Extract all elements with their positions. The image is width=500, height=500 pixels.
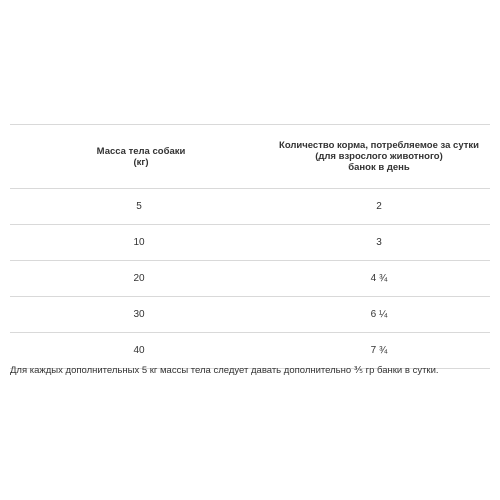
header-body-mass-line1: Масса тела собаки xyxy=(96,145,186,157)
header-food-amount-line3: банок в день xyxy=(348,162,410,173)
food-amount-cell: 4 ¾ xyxy=(370,272,388,284)
feeding-table xyxy=(10,124,490,369)
footnote-text: Для каждых дополнительных 5 кг массы тела следует давать дополнительно ⅗ гр банки в сутки. xyxy=(10,365,439,376)
table-row xyxy=(10,189,490,225)
table-header-row xyxy=(10,125,490,189)
body-mass-cell: 40 xyxy=(133,344,145,356)
header-food-amount-line1: Количество корма, потребляемое за сутки xyxy=(279,140,479,151)
body-mass-cell: 10 xyxy=(133,236,145,248)
body-mass-cell: 30 xyxy=(133,308,145,320)
header-food-amount xyxy=(272,140,486,173)
header-body-mass xyxy=(10,146,272,168)
table-row xyxy=(10,225,490,261)
food-amount-cell: 3 xyxy=(376,236,382,248)
table-row xyxy=(10,261,490,297)
body-mass-cell: 20 xyxy=(133,272,145,284)
header-food-amount-line2: (для взрослого животного) xyxy=(315,151,443,162)
table-row xyxy=(10,297,490,333)
header-body-mass-line2: (кг) xyxy=(133,156,149,168)
food-amount-cell: 2 xyxy=(376,200,382,212)
body-mass-cell: 5 xyxy=(136,200,142,212)
table-row xyxy=(10,333,490,369)
food-amount-cell: 6 ¼ xyxy=(370,308,388,320)
food-amount-cell: 7 ¾ xyxy=(370,344,388,356)
